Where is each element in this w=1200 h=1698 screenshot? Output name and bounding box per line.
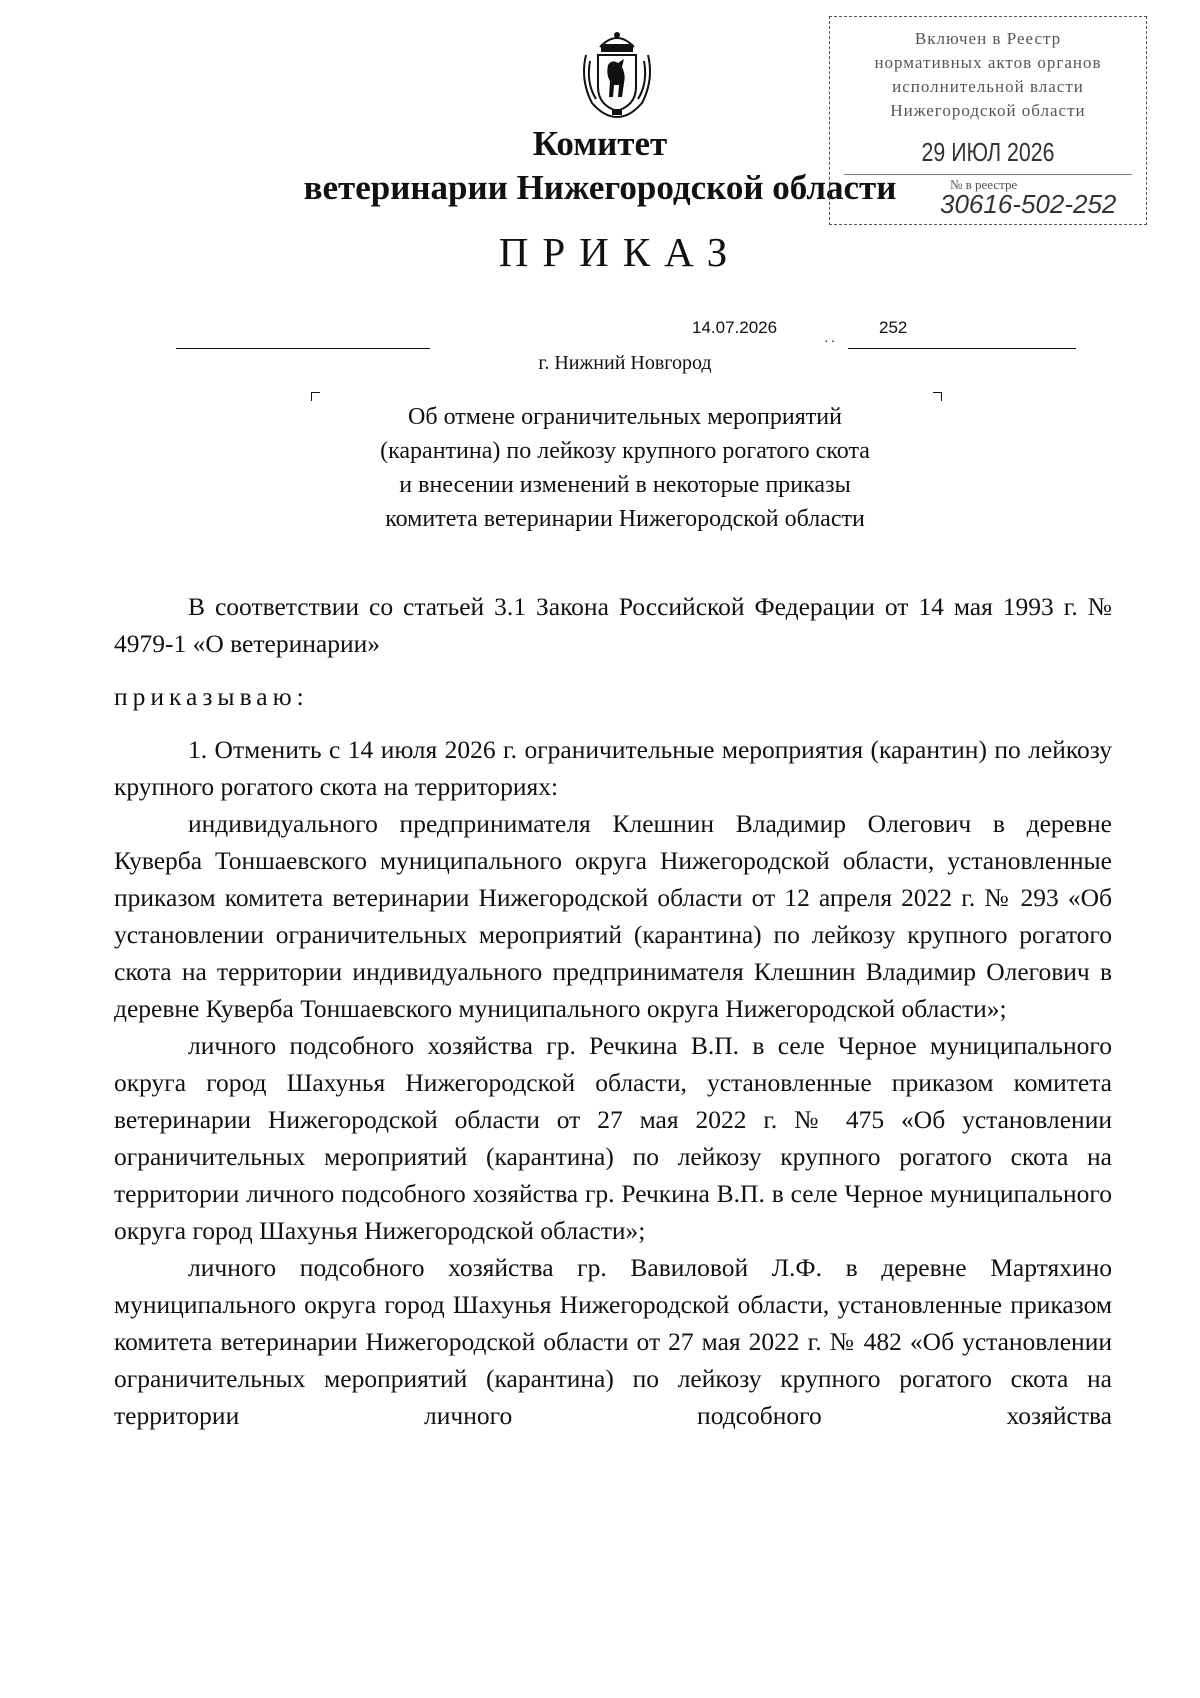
preamble-paragraph: В соответствии со статьей 3.1 Закона Российской Федерации от 14 мая 1993 г. № 4979-1 «О ветеринарии» — [114, 592, 1112, 658]
order-number: 252 — [879, 318, 908, 337]
stamp-date: 29 ИЮЛ 2026 — [921, 137, 1055, 167]
document-type-title: ПРИКАЗ — [498, 229, 742, 275]
item-1-territory-b: личного подсобного хозяйства гр. Речкина В.П. в селе Черное муниципального округа город Шахунья Нижегородской области, установленные приказом комитета ветеринарии Нижегородской области от 27 мая 2022 г. № 475 «Об установлении ограничительных мероприятий (карантина) по лейкозу крупного рогатого скота на территории личного подсобного хозяйства гр. Речкина В.П. в селе Черное муниципального округа город Шахунья Нижегородской области»; — [114, 1031, 1112, 1245]
item-1-paragraph: 1. Отменить с 14 июля 2026 г. ограничительные мероприятия (карантин) по лейкозу крупного рогатого скота на территориях: — [114, 735, 1112, 801]
number-underline — [848, 348, 1076, 349]
item-1-territory-c: личного подсобного хозяйства гр. Вавиловой Л.Ф. в деревне Мартяхино муниципального округа город Шахунья Нижегородской области, установленные приказом комитета ветеринарии Нижегородской области от 27 мая 2022 г. № 482 «Об установлении ограничительных мероприятий (карантина) по лейкозу крупного рогатого скота на территории личного подсобного хозяйства — [114, 1253, 1112, 1430]
stamp-registry-label: № в реестре — [950, 177, 1018, 192]
stamp-text: Включен в Реестр нормативных актов органов исполнительной власти Нижегородской области — [874, 29, 1102, 120]
organization-name: Комитет — [532, 124, 668, 163]
order-date: 14.07.2026 — [692, 318, 778, 337]
coat-of-arms-icon — [578, 25, 656, 120]
date-underline — [176, 348, 430, 349]
registry-stamp — [829, 16, 1147, 225]
order-word: приказываю: — [114, 682, 309, 711]
number-marker: ·· — [824, 335, 838, 350]
order-body — [114, 588, 1112, 1434]
item-1-territory-a: индивидуального предпринимателя Клешнин Владимир Олегович в деревне Куверба Тоншаевского муниципального округа Нижегородской области, установленные приказом комитета ветеринарии Нижегородской области от 12 апреля 2022 г. № 293 «Об установлении ограничительных мероприятий (карантина) по лейкозу крупного рогатого скота на территории индивидуального предпринимателя Клешнин Владимир Олегович в деревне Куверба Тоншаевского муниципального округа Нижегородской области»; — [114, 809, 1112, 1023]
stamp-registry-number: 30616-502-252 — [940, 189, 1117, 219]
stamp-divider — [844, 174, 1132, 175]
order-subject: Об отмене ограничительных мероприятий (карантина) по лейкозу крупного рогатого скота и внесении изменений в некоторые приказы комитета ветеринарии Нижегородской области — [380, 404, 870, 532]
organization-name-line2: ветеринарии Нижегородской области — [303, 168, 897, 207]
issue-city: г. Нижний Новгород — [538, 352, 712, 374]
